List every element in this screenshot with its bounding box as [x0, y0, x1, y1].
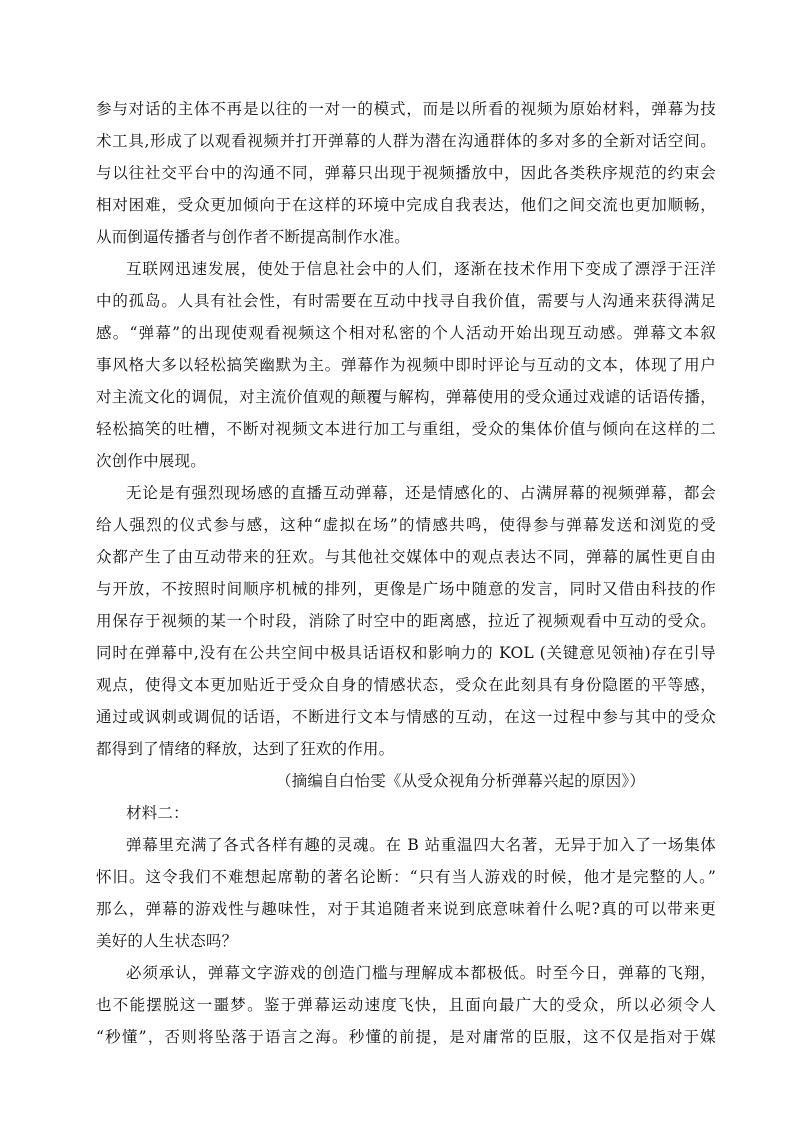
paragraph-3-line-1: 无论是有强烈现场感的直播互动弹幕，还是情感化的、占满屏幕的视频弹幕，都会 [126, 484, 716, 502]
paragraph-3-line-9: 都得到了情绪的释放，达到了狂欢的作用。 [96, 740, 395, 758]
paragraph-2-line-2: 中的孤岛。人具有社会性，有时需要在互动中找寻自我价值，需要与人沟通来获得满足 [96, 292, 716, 310]
paragraph-5-line-1: 必须承认，弹幕文字游戏的创造门槛与理解成本都极低。时至今日，弹幕的飞翔， [126, 964, 716, 982]
paragraph-1-line-1: 参与对话的主体不再是以往的一对一的模式，而是以所看的视频为原始材料，弹幕为技 [96, 100, 716, 118]
paragraph-1-line-3: 与以往社交平台中的沟通不同，弹幕只出现于视频播放中，因此各类秩序规范的约束会 [96, 164, 716, 182]
paragraph-4-line-1: 弹幕里充满了各式各样有趣的灵魂。在 B 站重温四大名著，无异于加入了一场集体 [126, 836, 716, 854]
paragraph-3-line-6: 同时在弹幕中,没有在公共空间中极具话语权和影响力的 KOL (关键意见领袖)存在引导 [96, 644, 716, 662]
paragraph-2-line-5: 对主流文化的调侃，对主流价值观的颠覆与解构，弹幕使用的受众通过戏谑的话语传播， [96, 388, 716, 406]
source-citation: （摘编自白怡雯《从受众视角分析弹幕兴起的原因》） [276, 772, 646, 790]
paragraph-1-line-5: 从而倒逼传播者与创作者不断提高制作水准。 [96, 228, 411, 246]
paragraph-3-line-7: 观点，使得文本更加贴近于受众自身的情感状态，受众在此刻具有身份隐匿的平等感， [96, 676, 716, 694]
material-two-heading: 材料二： [126, 804, 189, 822]
paragraph-4-line-3: 那么，弹幕的游戏性与趣味性，对于其追随者来说到底意味着什么呢?真的可以带来更 [96, 900, 716, 918]
paragraph-3-line-8: 通过或讽刺或调侃的话语，不断进行文本与情感的互动，在这一过程中参与其中的受众 [96, 708, 716, 726]
paragraph-2-line-4: 事风格大多以轻松搞笑幽默为主。弹幕作为视频中即时评论与互动的文本，体现了用户 [96, 356, 716, 374]
paragraph-2-line-6: 轻松搞笑的吐槽，不断对视频文本进行加工与重组，受众的集体价值与倾向在这样的二 [96, 420, 716, 438]
paragraph-4-line-4: 美好的人生状态吗？ [96, 932, 238, 950]
paragraph-2-line-7: 次创作中展现。 [96, 452, 206, 470]
paragraph-1-line-4: 相对困难，受众更加倾向于在这样的环境中完成自我表达，他们之间交流也更加顺畅， [96, 196, 716, 214]
paragraph-5-line-2: 也不能摆脱这一噩梦。鉴于弹幕运动速度飞快，且面向最广大的受众，所以必须令人 [96, 996, 716, 1014]
paragraph-3-line-3: 众都产生了由互动带来的狂欢。与其他社交媒体中的观点表达不同，弹幕的属性更自由 [96, 548, 716, 566]
paragraph-5-line-3: “秒懂”，否则将坠落于语言之海。秒懂的前提，是对庸常的臣服，这不仅是指对于媒 [96, 1028, 716, 1046]
paragraph-2-line-3: 感。“弹幕”的出现使观看视频这个相对私密的个人活动开始出现互动感。弹幕文本叙 [96, 324, 716, 342]
paragraph-1-line-2: 术工具,形成了以观看视频并打开弹幕的人群为潜在沟通群体的多对多的全新对话空间。 [96, 132, 716, 150]
paragraph-3-line-4: 与开放，不按照时间顺序机械的排列，更像是广场中随意的发言，同时又借由科技的作 [96, 580, 716, 598]
paragraph-3-line-5: 用保存于视频的某一个时段，消除了时空中的距离感，拉近了视频观看中互动的受众。 [96, 612, 716, 630]
paragraph-4-line-2: 怀旧。这令我们不难想起席勒的著名论断：“只有当人游戏的时候，他才是完整的人。” [96, 868, 716, 886]
paragraph-3-line-2: 给人强烈的仪式参与感，这种“虚拟在场”的情感共鸣，使得参与弹幕发送和浏览的受 [96, 516, 716, 534]
paragraph-2-line-1: 互联网迅速发展，使处于信息社会中的人们，逐渐在技术作用下变成了漂浮于汪洋 [126, 260, 716, 278]
